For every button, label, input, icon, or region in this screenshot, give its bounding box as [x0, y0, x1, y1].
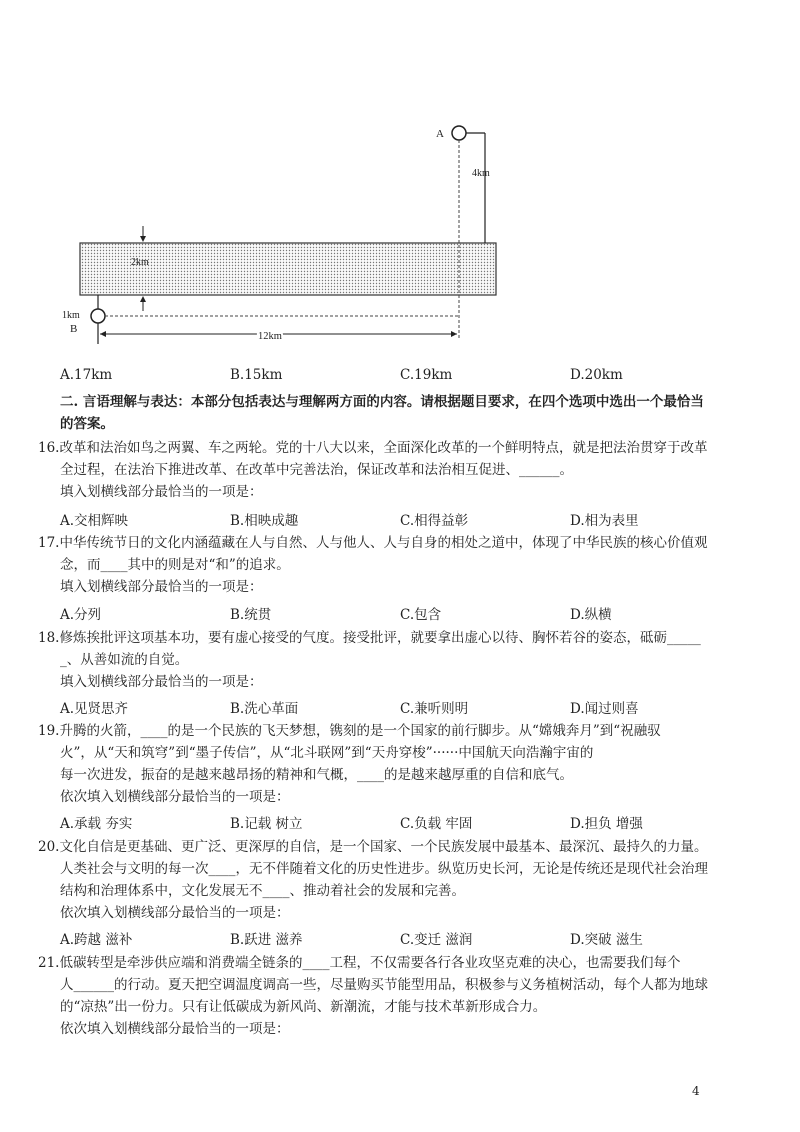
- q18-line-2: _、从善如流的自觉。: [60, 652, 189, 668]
- q19-prompt: 依次填入划横线部分最恰当的一项是：: [60, 789, 290, 805]
- section-header-line-1: 二. 言语理解与表达：本部分包括表达与理解两方面的内容。请根据题目要求，在四个选项中选出一个最恰当: [60, 394, 704, 410]
- q16-option-d[interactable]: D.相为表里: [570, 513, 639, 529]
- q20-number: 20.: [38, 839, 60, 855]
- question-21: [38, 952, 738, 1040]
- dim-12km-right-head: [451, 331, 457, 337]
- q21-number: 21.: [38, 955, 60, 971]
- q17-prompt: 填入划横线部分最恰当的一项是：: [60, 579, 263, 595]
- q20-option-c[interactable]: C.变迁 滋润: [400, 932, 473, 948]
- point-a-marker: [452, 126, 466, 140]
- point-b-marker: [91, 309, 105, 323]
- arrow-bottom-head: [140, 296, 146, 302]
- q17-line-2: 念，而____其中的则是对“和”的追求。: [60, 557, 290, 573]
- section-header-line-2: 的答案。: [60, 416, 114, 432]
- q19-option-c[interactable]: C.负载 牢固: [400, 816, 473, 832]
- q17-number: 17.: [38, 535, 60, 551]
- q15-option-c[interactable]: C.19km: [400, 367, 453, 383]
- q19-option-d[interactable]: D.担负 增强: [570, 816, 643, 832]
- q20-line-1: 文化自信是更基础、更广泛、更深厚的自信，是一个国家、一个民族发展中最基本、最深沉、最持久的力量。: [59, 839, 708, 855]
- q15-option-b[interactable]: B.15km: [230, 367, 283, 383]
- q16-option-c[interactable]: C.相得益彰: [400, 513, 469, 529]
- q18-option-d[interactable]: D.闻过则喜: [570, 701, 639, 717]
- q16-line-2: 全过程，在法治下推进改革、在改革中完善法治，保证改革和法治相互促进、______。: [60, 462, 573, 478]
- q18-options: [60, 697, 760, 719]
- q20-option-d[interactable]: D.突破 滋生: [570, 932, 643, 948]
- q19-options: [60, 812, 760, 834]
- label-4km: 4km: [472, 168, 490, 179]
- q19-number: 19.: [38, 723, 60, 739]
- question-16: [38, 437, 738, 503]
- q16-line-1: 改革和法治如鸟之两翼、车之两轮。党的十八大以来，全面深化改革的一个鲜明特点，就是把法治贯穿于改革: [59, 440, 708, 456]
- q18-line-1: 修炼挨批评这项基本功，要有虚心接受的气度。接受批评，就要拿出虚心以待、胸怀若谷的姿态，砥砺_____: [59, 630, 701, 646]
- river-band: [80, 243, 496, 295]
- question-17: [38, 532, 738, 598]
- q18-option-b[interactable]: B.洗心革面: [230, 701, 299, 717]
- page-number: 4: [692, 1084, 700, 1098]
- q15-option-d[interactable]: D.20km: [570, 367, 623, 383]
- q21-line-3: 的“凉热”出一份力。只有让低碳成为新风尚、新潮流，才能与技术革新形成合力。: [60, 999, 547, 1015]
- q18-prompt: 填入划横线部分最恰当的一项是：: [60, 674, 263, 690]
- q16-option-b[interactable]: B.相映成趣: [230, 513, 299, 529]
- q21-prompt: 依次填入划横线部分最恰当的一项是：: [60, 1021, 290, 1037]
- q17-option-d[interactable]: D.纵横: [570, 607, 612, 623]
- q20-line-2: 人类社会与文明的每一次____，无不伴随着文化的历史性进步。纵览历史长河，无论是传统还是现代社会治理: [60, 861, 708, 877]
- q16-number: 16.: [38, 440, 60, 456]
- q15-option-a[interactable]: A.17km: [60, 367, 113, 383]
- label-a: A: [436, 128, 444, 140]
- label-12km: 12km: [258, 331, 282, 342]
- q16-options: [60, 509, 760, 531]
- q20-option-b[interactable]: B.跃进 滋养: [230, 932, 303, 948]
- q16-prompt: 填入划横线部分最恰当的一项是：: [60, 484, 263, 500]
- q17-option-a[interactable]: A.分列: [60, 607, 102, 623]
- arrow-top-head: [140, 236, 146, 242]
- distance-diagram: [0, 0, 800, 360]
- q16-option-a[interactable]: A.交相辉映: [60, 513, 129, 529]
- q20-prompt: 依次填入划横线部分最恰当的一项是：: [60, 905, 290, 921]
- q18-option-c[interactable]: C.兼听则明: [400, 701, 469, 717]
- question-20: [38, 836, 738, 924]
- question-19: [38, 720, 738, 808]
- q20-line-3: 结构和治理体系中，文化发展无不____、推动着社会的发展和完善。: [60, 883, 465, 899]
- section-header: [60, 391, 750, 435]
- question-18: [38, 627, 738, 693]
- label-2km: 2km: [131, 257, 149, 268]
- q21-line-1: 低碳转型是牵涉供应端和消费端全链条的____工程，不仅需要各行各业攻坚克难的决心，也需要我们每个: [59, 955, 681, 971]
- q20-option-a[interactable]: A.跨越 滋补: [60, 932, 133, 948]
- q17-option-b[interactable]: B.统贯: [230, 607, 272, 623]
- q15-options: [60, 367, 760, 389]
- q20-options: [60, 928, 760, 950]
- q19-line-3: 每一次进发，振奋的是越来越昂扬的精神和气概，____的是越来越厚重的自信和底气。: [60, 767, 573, 783]
- q18-number: 18.: [38, 630, 60, 646]
- q21-line-2: 人______的行动。夏天把空调温度调高一些，尽量购买节能型用品，积极参与义务植树活动，每个人都为地球: [60, 977, 708, 993]
- label-b: B: [70, 323, 78, 335]
- q19-line-2: 火”，从“天和筑穹”到“墨子传信”，从“北斗联网”到“天舟穿梭”······中国航天向浩瀚宇宙的: [60, 745, 594, 761]
- dim-12km-left-head: [100, 331, 106, 337]
- q19-option-b[interactable]: B.记载 树立: [230, 816, 303, 832]
- label-1km: 1km: [62, 310, 80, 321]
- q19-option-a[interactable]: A.承载 夯实: [60, 816, 133, 832]
- q19-line-1: 升腾的火箭，____的是一个民族的飞天梦想，镌刻的是一个国家的前行脚步。从“嫦娥奔月”到“祝融驭: [59, 723, 661, 739]
- q17-options: [60, 603, 760, 625]
- q18-option-a[interactable]: A.见贤思齐: [60, 701, 129, 717]
- q17-line-1: 中华传统节日的文化内涵蕴藏在人与自然、人与他人、人与自身的相处之道中，体现了中华民族的核心价值观: [59, 535, 708, 551]
- q17-option-c[interactable]: C.包含: [400, 607, 442, 623]
